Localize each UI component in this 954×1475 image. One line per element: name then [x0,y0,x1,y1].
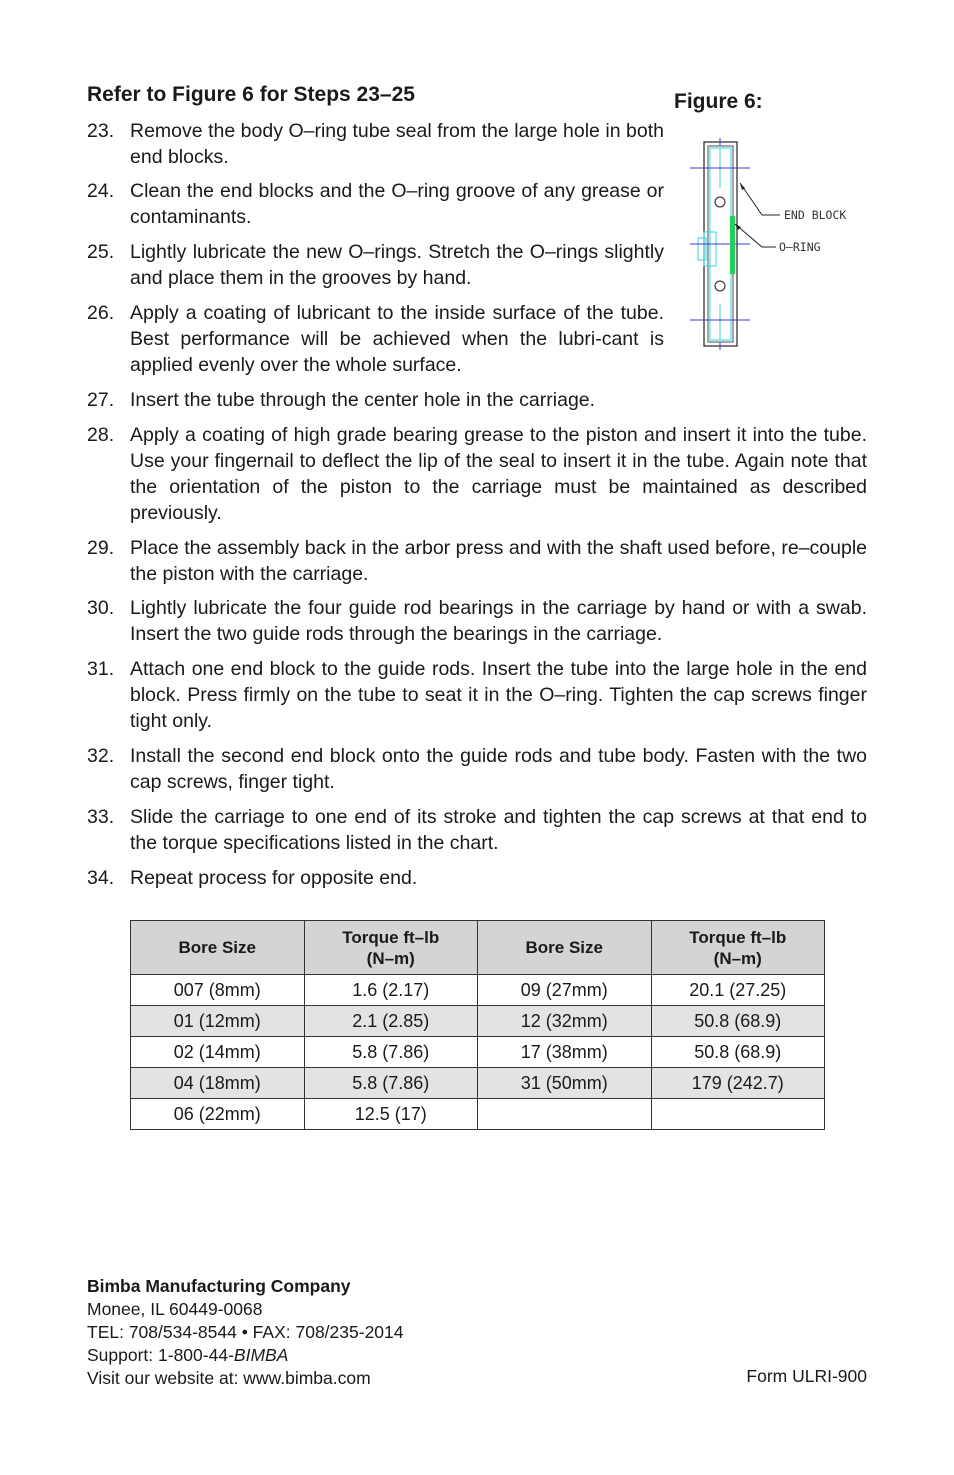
table-cell: 01 (12mm) [131,1006,305,1037]
table-cell: 1.6 (2.17) [304,975,478,1006]
table-row [131,1006,825,1037]
step-number: 31. [87,658,115,680]
step-text: Slide the carriage to one end of its stroke and tighten the cap screws at that end to the torque specifications listed in the chart. [130,806,867,854]
table-cell: 007 (8mm) [131,975,305,1006]
step-text: Clean the end blocks and the O–ring groove of any grease or contaminants. [130,180,664,228]
step-text: Lightly lubricate the new O–rings. Stretch the O–rings slightly and place them in the grooves by hand. [130,241,664,289]
step-text: Insert the tube through the center hole in the carriage. [130,389,596,411]
section-heading: Refer to Figure 6 for Steps 23–25 [87,83,415,106]
footer-contact [87,1275,404,1390]
step-number: 33. [87,806,115,828]
table-cell: 5.8 (7.86) [304,1068,478,1099]
step-number: 28. [87,424,115,446]
table-row [131,975,825,1006]
table-cell: 12.5 (17) [304,1099,478,1130]
step-text: Attach one end block to the guide rods. Insert the tube into the large hole in the end block. Press firmly on the tube to seat it in the O–ring. Tighten the cap screws finger tight only. [130,658,867,732]
table-cell: 04 (18mm) [131,1068,305,1099]
step-text: Apply a coating of lubricant to the inside surface of the tube. Best performance will be achieved when the lubri-cant is applied evenly over the whole surface. [130,302,664,376]
end-block-label: END BLOCK [784,208,847,222]
step-text: Install the second end block onto the guide rods and tube body. Fasten with the two cap screws, finger tight. [130,745,867,793]
table-cell: 31 (50mm) [478,1068,652,1099]
end-block-diagram [690,138,870,350]
table-row [131,1099,825,1130]
support-line: Support: 1-800-44-BIMBA [87,1345,289,1365]
header-bore-size: Bore Size [478,921,652,975]
table-cell: 20.1 (27.25) [651,975,825,1006]
step-text: Repeat process for opposite end. [130,867,418,889]
step-text: Apply a coating of high grade bearing grease to the piston and insert it into the tube. Use your fingernail to deflect the lip of the seal to insert it in the tube. Again note that the orientation of the piston to the carriage must be maintained as described previously. [130,424,867,524]
step-number: 34. [87,867,115,889]
company-phone: TEL: 708/534-8544 • FAX: 708/235-2014 [87,1322,404,1342]
step-number: 23. [87,120,115,142]
table-cell: 2.1 (2.85) [304,1006,478,1037]
table-cell [651,1099,825,1130]
step-number: 30. [87,597,115,619]
table-cell: 5.8 (7.86) [304,1037,478,1068]
table-cell: 09 (27mm) [478,975,652,1006]
table-cell: 179 (242.7) [651,1068,825,1099]
website-line: Visit our website at: www.bimba.com [87,1368,371,1388]
figure-title: Figure 6: [674,90,763,113]
header-torque: Torque ft–lb (N–m) [304,921,478,975]
header-bore-size: Bore Size [131,921,305,975]
table-cell [478,1099,652,1130]
step-text: Lightly lubricate the four guide rod bearings in the carriage by hand or with a swab. Insert the two guide rods through the bearings in the carriage. [130,597,867,645]
table-cell: 50.8 (68.9) [651,1006,825,1037]
step-number: 32. [87,745,115,767]
table-header-row [131,921,825,975]
step-number: 26. [87,302,115,324]
step-number: 27. [87,389,115,411]
step-number: 24. [87,180,115,202]
step-number: 29. [87,537,115,559]
table-cell: 06 (22mm) [131,1099,305,1130]
table-cell: 02 (14mm) [131,1037,305,1068]
torque-table [130,920,825,1130]
table-cell: 12 (32mm) [478,1006,652,1037]
table-cell: 17 (38mm) [478,1037,652,1068]
header-torque: Torque ft–lb (N–m) [651,921,825,975]
step-text: Place the assembly back in the arbor press and with the shaft used before, re–couple the piston with the carriage. [130,537,867,585]
step-text: Remove the body O–ring tube seal from the large hole in both end blocks. [130,120,664,168]
table-row [131,1037,825,1068]
table-row [131,1068,825,1099]
form-number: Form ULRI-900 [746,1366,867,1386]
o-ring-label: O–RING [779,240,821,254]
step-number: 25. [87,241,115,263]
company-name: Bimba Manufacturing Company [87,1276,351,1296]
company-address: Monee, IL 60449-0068 [87,1299,263,1319]
table-cell: 50.8 (68.9) [651,1037,825,1068]
